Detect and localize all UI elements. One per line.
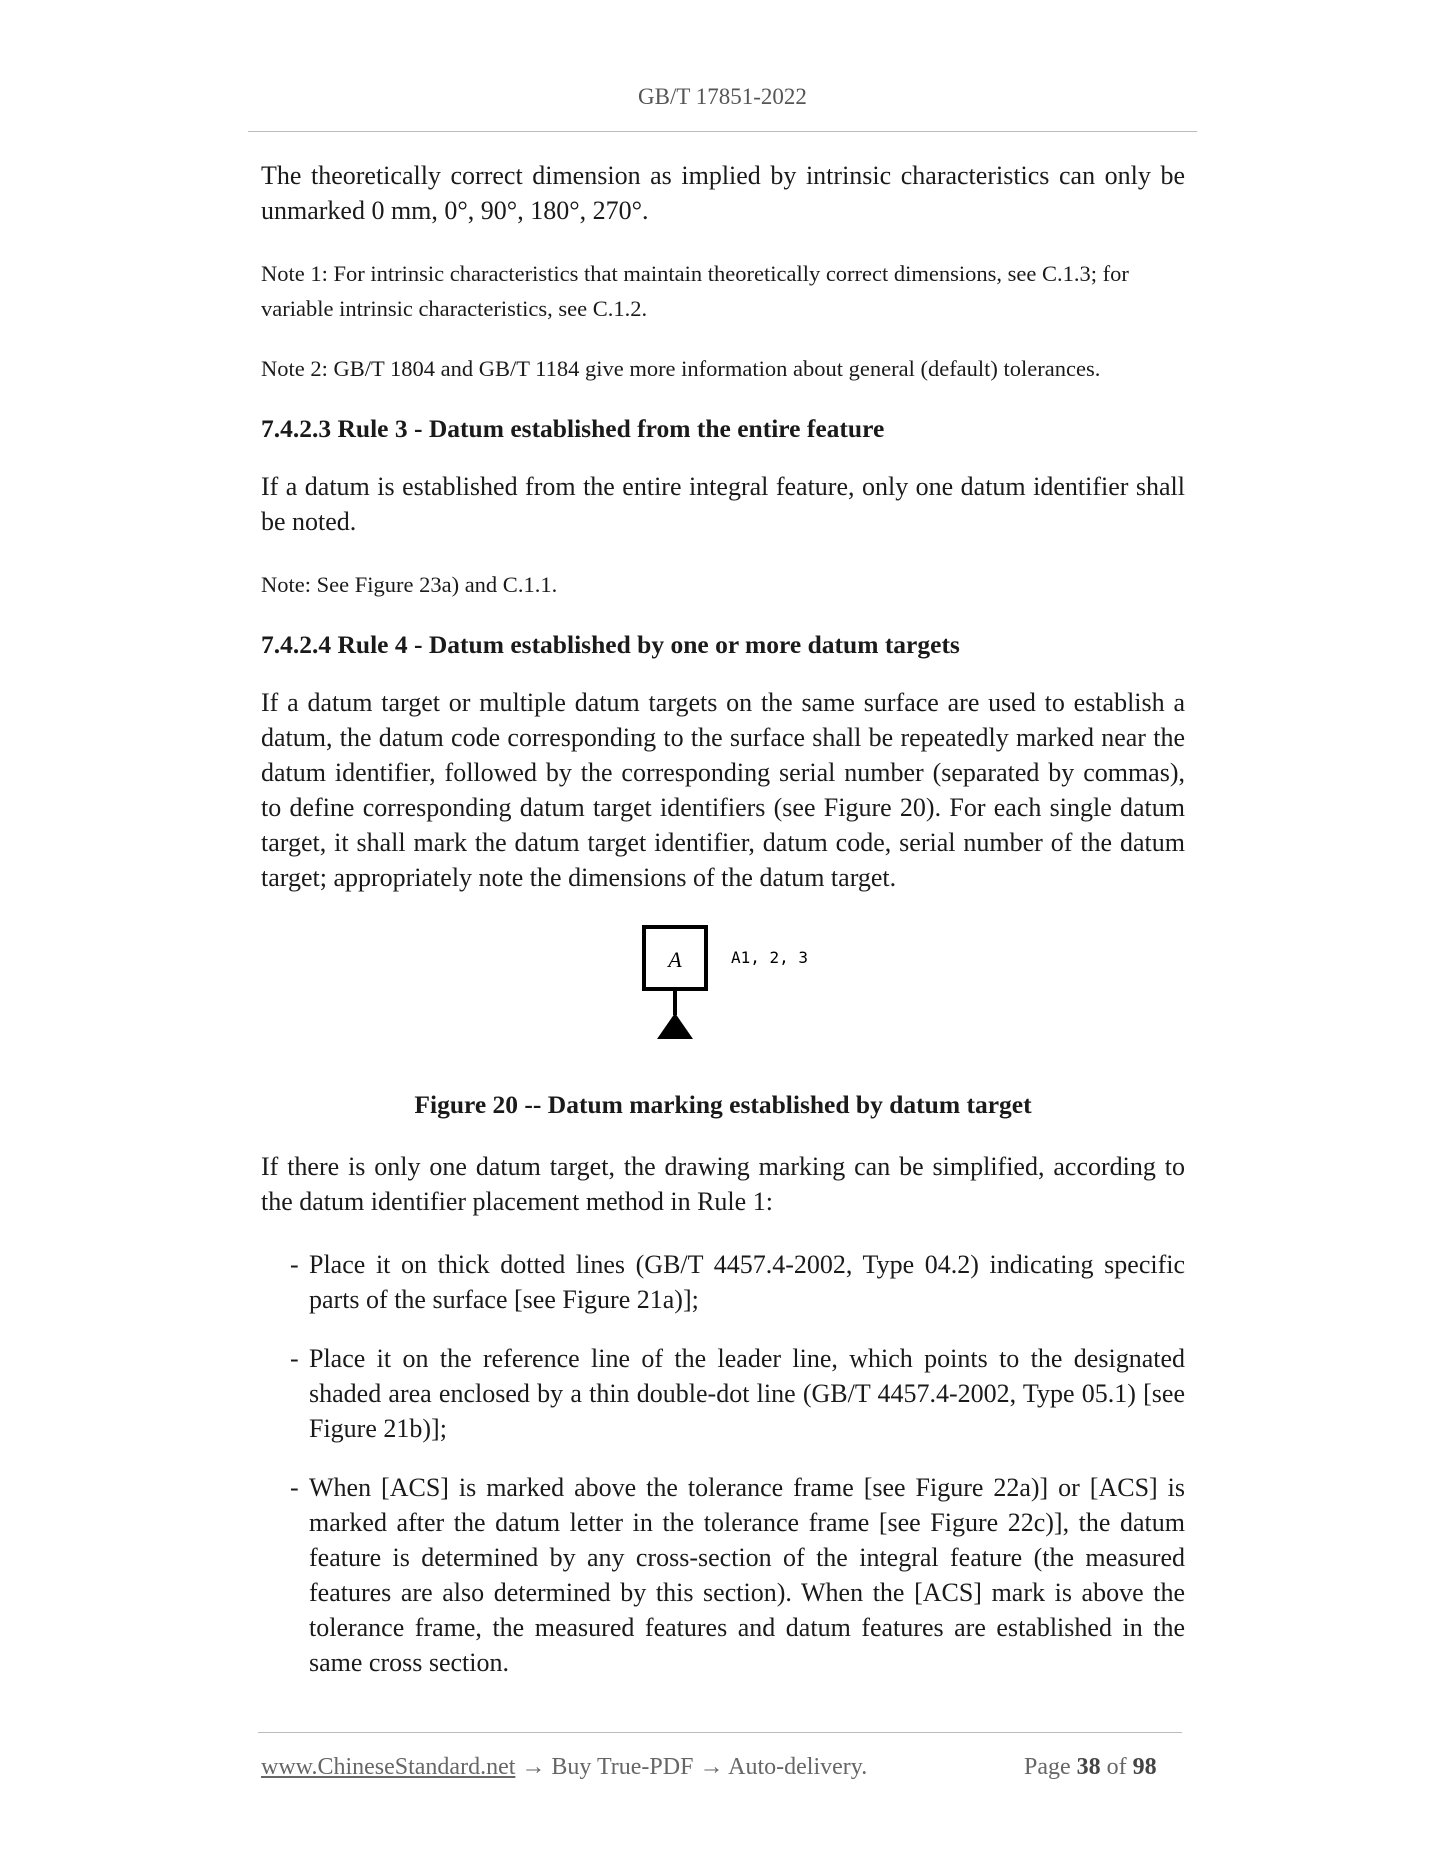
buy-true-pdf-link: Buy True-PDF	[551, 1754, 694, 1780]
footer-promo	[261, 1754, 867, 1781]
figure-20	[261, 923, 1185, 1071]
page-content	[261, 158, 1185, 1704]
datum-target-label: A1, 2, 3	[731, 948, 809, 967]
paragraph-theoretical-dimension: The theoretically correct dimension as implied by intrinsic characteristics can only be unmarked 0 mm, 0°, 90°, 180°, 270°.	[261, 161, 1185, 225]
footer-divider	[258, 1732, 1182, 1733]
total-pages: 98	[1132, 1754, 1157, 1780]
datum-symbol-diagram	[641, 923, 821, 1043]
arrow-icon: →	[699, 1754, 724, 1780]
bullet-dash: -	[290, 1250, 299, 1279]
bullet-dash: -	[290, 1344, 299, 1373]
section-heading-7-4-2-4: 7.4.2.4 Rule 4 - Datum established by one or more datum targets	[261, 630, 960, 659]
bullet-dash: -	[290, 1473, 299, 1502]
bullet-text: When [ACS] is marked above the tolerance frame [see Figure 22a)] or [ACS] is marked after the datum letter in the tolerance frame [see Figure 22c)], the datum feature is determined by any cross-section of the integral feature (the measured features are also determined by this section). When the [ACS] mark is above the tolerance frame, the measured features and datum features are established in the same cross section.	[309, 1473, 1185, 1677]
bullet-text: Place it on thick dotted lines (GB/T 4457.4-2002, Type 04.2) indicating specific parts of the surface [see Figure 21a)];	[309, 1250, 1185, 1314]
note-rule-3: Note: See Figure 23a) and C.1.1.	[261, 572, 558, 597]
paragraph-single-target: If there is only one datum target, the drawing marking can be simplified, according to the datum identifier placement method in Rule 1:	[261, 1152, 1185, 1216]
of-word: of	[1106, 1754, 1127, 1780]
datum-triangle	[657, 1013, 693, 1039]
note-2: Note 2: GB/T 1804 and GB/T 1184 give more information about general (default) tolerances.	[261, 356, 1101, 381]
datum-letter: A	[668, 947, 682, 972]
page-word: Page	[1024, 1754, 1071, 1780]
website-link[interactable]: www.ChineseStandard.net	[261, 1754, 516, 1780]
list-item	[261, 1341, 1185, 1446]
bullet-text: Place it on the reference line of the leader line, which points to the designated shaded area enclosed by a thin double-dot line (GB/T 4457.4-2002, Type 05.1) [see Figure 21b)];	[309, 1344, 1185, 1443]
page-header-title: GB/T 17851-2022	[638, 84, 807, 109]
list-item	[261, 1247, 1185, 1317]
paragraph-rule-4: If a datum target or multiple datum targets on the same surface are used to establish a datum, the datum code corresponding to the surface shall be repeatedly marked near the datum identifier, followed by the corresponding serial number (separated by commas), to define corresponding datum target identifiers (see Figure 20). For each single datum target, it shall mark the datum target identifier, datum code, serial number of the datum target; appropriately note the dimensions of the datum target.	[261, 688, 1185, 892]
page-indicator	[1024, 1754, 1157, 1781]
auto-delivery-text: Auto-delivery.	[728, 1754, 868, 1780]
list-item	[261, 1470, 1185, 1680]
section-heading-7-4-2-3: 7.4.2.3 Rule 3 - Datum established from the entire feature	[261, 414, 885, 443]
header-divider	[248, 131, 1197, 132]
paragraph-rule-3: If a datum is established from the entire integral feature, only one datum identifier shall be noted.	[261, 472, 1185, 536]
figure-20-caption: Figure 20 -- Datum marking established by datum target	[414, 1090, 1032, 1119]
note-1: Note 1: For intrinsic characteristics that maintain theoretically correct dimensions, see C.1.3; for variable intrinsic characteristics, see C.1.2.	[261, 261, 1129, 321]
current-page-number: 38	[1076, 1754, 1101, 1780]
arrow-icon: →	[521, 1754, 546, 1780]
